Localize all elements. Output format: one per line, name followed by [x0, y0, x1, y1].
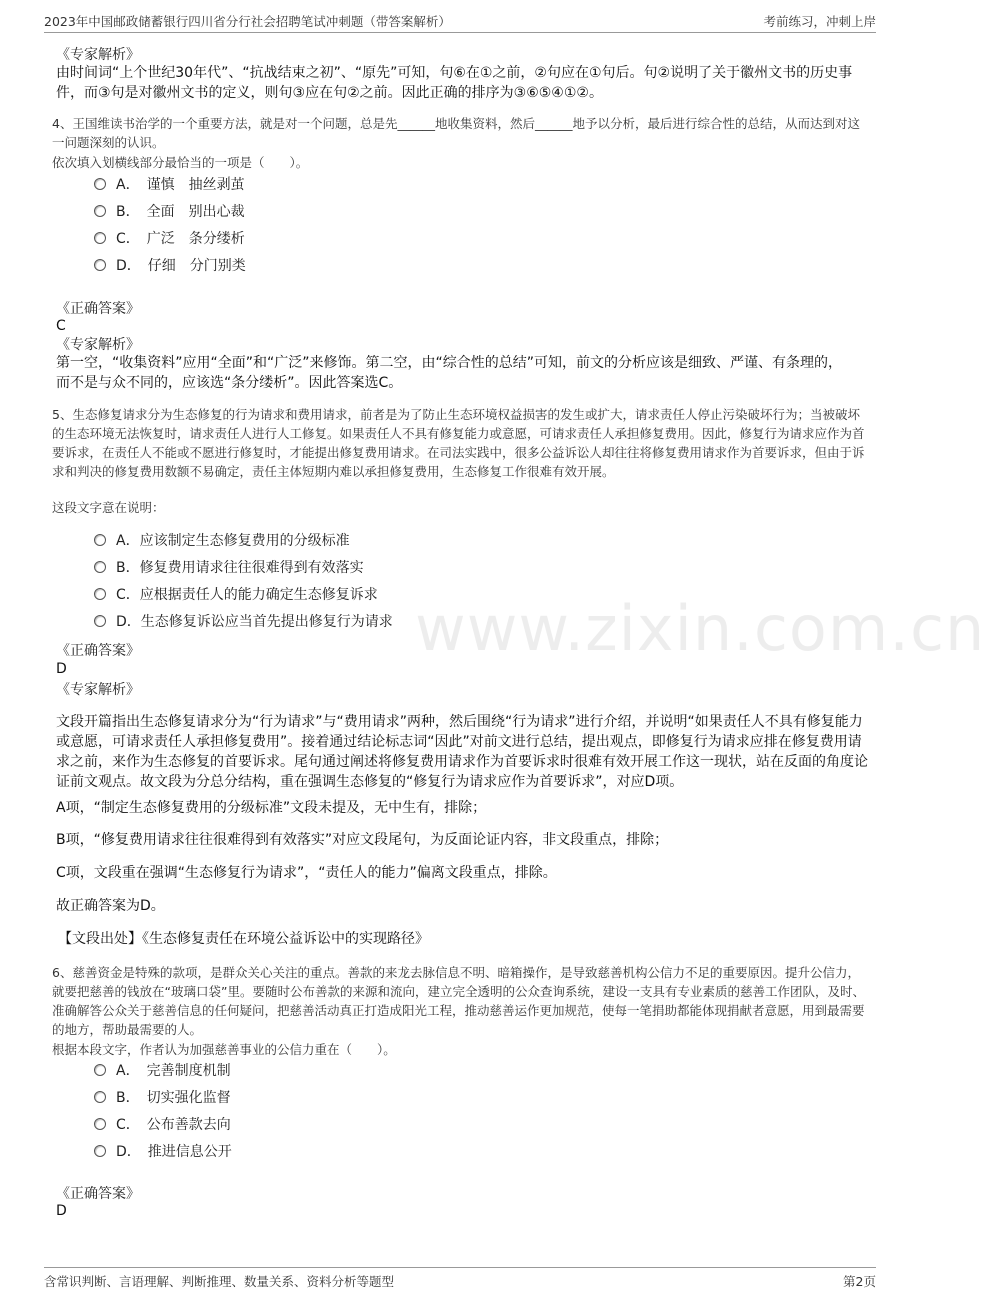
- radio-icon: [94, 259, 106, 271]
- q5-analysis-c: C项，文段重在强调“生态修复行为请求”，“责任人的能力”偏离文段重点，排除。: [56, 865, 557, 881]
- q6-stem: 6、慈善资金是特殊的款项，是群众关心关注的重点。善款的来龙去脉信息不明、暗箱操作，是导致慈善机构公信力不足的重要原因。提升公信力，就要把慈善的钱放在“玻璃口袋”里。要随时公布善款的来源和流向，建立完全透明的公众查询系统，建设一支具有专业素质的慈善工作团队，及时、准确解答公众关于慈善信息的任何疑问，把慈善活动真正打造成阳光工程，推动慈善运作更加规范，使每一笔捐助都能体现捐献者意愿，用到最需要的地方，帮助最需要的人。: [52, 965, 865, 1037]
- q5-option-b[interactable]: B．修复费用请求往往很难得到有效落实: [94, 557, 364, 579]
- q4-option-b[interactable]: B． 全面 别出心裁: [94, 201, 245, 223]
- radio-icon: [94, 1064, 106, 1076]
- q6-option-a[interactable]: A． 完善制度机制: [94, 1060, 231, 1082]
- radio-icon: [94, 205, 106, 217]
- q3-explanation: 由时间词“上个世纪30年代”、“抗战结束之初”、“原先”可知，句⑥在①之前，②句应在①句后。句②说明了关于徽州文书的历史事件，而③句是对徽州文书的定义，则句③应在句②之前。因此正确的排序为③⑥⑤④①②。: [56, 65, 853, 101]
- doc-title: 2023年中国邮政储蓄银行四川省分行社会招聘笔试冲刺题（带答案解析）: [44, 14, 451, 29]
- q4-option-a[interactable]: A． 谨慎 抽丝剥茧: [94, 174, 245, 196]
- q6-prompt: 根据本段文字，作者认为加强慈善事业的公信力重在（ ）。: [52, 1042, 396, 1057]
- q5-analysis-a: A项，“制定生态修复费用的分级标准”文段未提及，无中生有，排除；: [56, 800, 487, 816]
- q4-stem: 4、王国维读书治学的一个重要方法，就是对一个问题，总是先______地收集资料，然后______地予以分析，最后进行综合性的总结，从而达到对这一问题深刻的认识。: [52, 116, 860, 150]
- q4-option-c[interactable]: C． 广泛 条分缕析: [94, 228, 245, 250]
- q5-option-d[interactable]: D．生态修复诉讼应当首先提出修复行为请求: [94, 611, 393, 633]
- radio-icon: [94, 232, 106, 244]
- q6-answer: D: [56, 1203, 67, 1219]
- radio-icon: [94, 1091, 106, 1103]
- q5-explanation: 文段开篇指出生态修复请求分为“行为请求”与“费用请求”两种，然后围绕“行为请求”进行介绍，并说明“如果责任人不具有修复能力或意愿，可请求责任人承担修复费用”。接着通过结论标志词“因此”对前文进行总结，提出观点，即修复行为请求应排在修复费用请求之前，来作为生态修复的首要诉求。尾句通过阐述将修复费用请求作为首要诉求时很难有效开展工作这一现状，站在反面的角度论证前文观点。故文段为分总分结构，重在强调生态修复的“修复行为请求应作为首要诉求”，对应D项。: [56, 714, 868, 790]
- q5-option-a[interactable]: A．应该制定生态修复费用的分级标准: [94, 530, 350, 552]
- radio-icon: [94, 615, 106, 627]
- q5-source: 【文段出处】《生态修复责任在环境公益诉讼中的实现路径》: [58, 931, 429, 947]
- radio-icon: [94, 1145, 106, 1157]
- q4-prompt: 依次填入划横线部分最恰当的一项是（ ）。: [52, 155, 309, 170]
- q5-answer: D: [56, 661, 67, 677]
- q5-option-c[interactable]: C．应根据责任人的能力确定生态修复诉求: [94, 584, 378, 606]
- page-footer: [44, 1267, 876, 1290]
- q6-option-d[interactable]: D． 推进信息公开: [94, 1141, 232, 1163]
- q6-answer-label: 《正确答案》: [56, 1186, 140, 1202]
- radio-icon: [94, 588, 106, 600]
- q5-stem: 5、生态修复请求分为生态修复的行为请求和费用请求，前者是为了防止生态环境权益损害的发生或扩大，请求责任人停止污染破坏行为；当被破坏的生态环境无法恢复时，请求责任人进行人工修复。如果责任人不具有修复能力或意愿，可请求责任人承担修复费用。因此，修复行为请求应作为首要诉求，在责任人不能或不愿进行修复时，才能提出修复费用请求。在司法实践中，很多公益诉讼人却往往将修复费用请求作为首要诉求，但由于诉求和判决的修复费用数额不易确定，责任主体短期内难以承担修复费用，生态修复工作很难有效开展。: [52, 407, 865, 479]
- page-number: 第2页: [843, 1274, 876, 1289]
- q5-answer-label: 《正确答案》: [56, 643, 140, 659]
- q4-expert-label: 《专家解析》: [56, 337, 140, 353]
- q5-conclusion: 故正确答案为D。: [56, 898, 165, 914]
- q4-option-d[interactable]: D． 仔细 分门别类: [94, 255, 246, 277]
- radio-icon: [94, 1118, 106, 1130]
- page-header: [44, 10, 876, 33]
- footer-text: 含常识判断、言语理解、判断推理、数量关系、资料分析等题型: [44, 1274, 395, 1289]
- header-slogan: 考前练习，冲刺上岸: [763, 14, 876, 29]
- radio-icon: [94, 534, 106, 546]
- q5-expert-label: 《专家解析》: [56, 682, 140, 698]
- q5-prompt: 这段文字意在说明：: [52, 500, 165, 515]
- radio-icon: [94, 178, 106, 190]
- q4-answer: C: [56, 318, 66, 334]
- q6-option-b[interactable]: B． 切实强化监督: [94, 1087, 231, 1109]
- radio-icon: [94, 561, 106, 573]
- q6-option-c[interactable]: C． 公布善款去向: [94, 1114, 231, 1136]
- q4-explanation: 第一空，“收集资料”应用“全面”和“广泛”来修饰。第二空，由“综合性的总结”可知，前文的分析应该是细致、严谨、有条理的，而不是与众不同的，应该选“条分缕析”。因此答案选C。: [56, 355, 843, 391]
- q5-analysis-b: B项，“修复费用请求往往很难得到有效落实”对应文段尾句，为反面论证内容，非文段重点，排除；: [56, 832, 669, 848]
- q4-answer-label: 《正确答案》: [56, 301, 140, 317]
- watermark: www.zixin.com.cn: [415, 592, 985, 665]
- q3-expert-label: 《专家解析》: [56, 47, 140, 63]
